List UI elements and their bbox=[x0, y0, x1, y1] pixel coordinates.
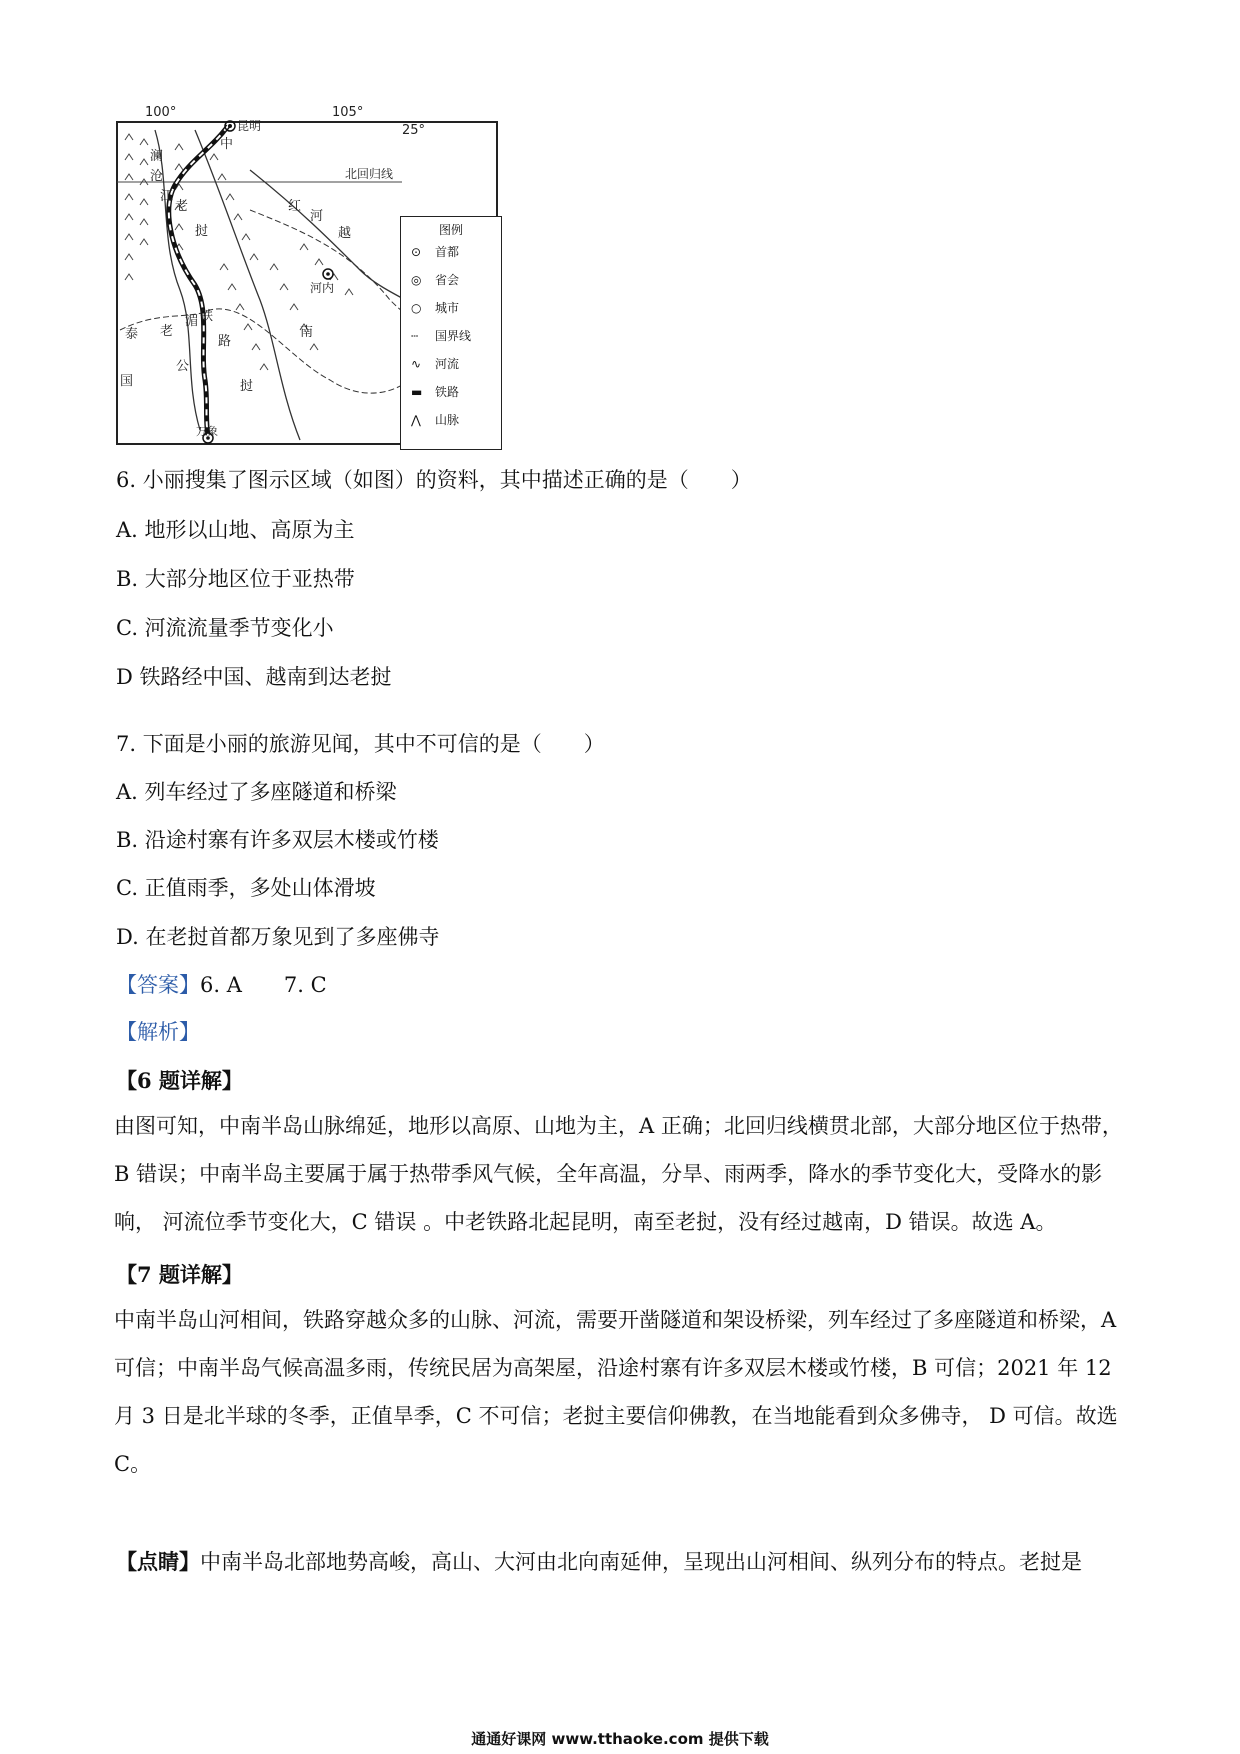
q7-option-b: B. 沿途村寨有许多双层木楼或竹楼 bbox=[116, 828, 439, 852]
legend-title: 图例 bbox=[438, 223, 463, 237]
q6-option-b: B. 大部分地区位于亚热带 bbox=[116, 567, 355, 591]
place-char: 河 bbox=[310, 209, 324, 224]
legend-city: ○ 城市 bbox=[411, 301, 460, 315]
place-char: 红 bbox=[288, 199, 302, 214]
answer-label: 【答案】 bbox=[116, 973, 200, 997]
legend-railway: ▬ 铁路 bbox=[411, 385, 460, 399]
vientiane-label: 万象 bbox=[196, 425, 218, 438]
analysis-label: 【解析】 bbox=[116, 1020, 200, 1044]
place-char: 沧 bbox=[150, 169, 164, 184]
tropic-label: 北回归线 bbox=[345, 167, 394, 181]
place-char: 公 bbox=[176, 359, 190, 374]
legend-province-capital: ◎ 省会 bbox=[411, 273, 460, 287]
legend-border: ┄ 国界线 bbox=[411, 329, 472, 343]
tip-line bbox=[116, 1547, 1082, 1577]
detail6-text: 由图可知，中南半岛山脉绵延，地形以高原、山地为主，A 正确；北回归线横贯北部，大部分地区位于热带，B 错误；中南半岛主要属于属于热带季风气候，全年高温，分旱、雨两季，降水的季节变化大，受降水的影响， 河流位季节变化大，C 错误 。中老铁路北起昆明，南至老挝，没有经过越南，D 错误。故选 A。 bbox=[114, 1114, 1123, 1234]
place-char: 老 bbox=[160, 324, 174, 339]
place-char: 中 bbox=[220, 137, 234, 152]
legend-capital: ⊙ 首都 bbox=[411, 245, 460, 259]
q7-stem: 7. 下面是小丽的旅游见闻，其中不可信的是（ ） bbox=[116, 732, 605, 756]
kunming-label: 昆明 bbox=[237, 119, 262, 133]
detail6-title: 【6 题详解】 bbox=[116, 1068, 243, 1093]
answer-line bbox=[116, 970, 327, 1000]
hanoi-label: 河内 bbox=[310, 281, 335, 295]
railway-dash bbox=[169, 126, 228, 435]
lat-label-25: 25° bbox=[402, 123, 426, 138]
place-char: 老 bbox=[175, 199, 189, 214]
q6-option-a: A. 地形以山地、高原为主 bbox=[116, 518, 355, 542]
place-char: 路 bbox=[218, 334, 232, 349]
place-char: 国 bbox=[120, 374, 134, 389]
q7-option-d: D. 在老挝首都万象见到了多座佛寺 bbox=[116, 925, 440, 949]
legend-river: ∿ 河流 bbox=[411, 357, 460, 371]
place-char: 铁 bbox=[200, 309, 214, 324]
map-legend bbox=[400, 216, 502, 450]
lon-label-100: 100° bbox=[145, 105, 177, 120]
lon-label-105: 105° bbox=[332, 105, 364, 120]
railway-line bbox=[169, 126, 228, 435]
legend-mountain: ⋀ 山脉 bbox=[411, 413, 460, 427]
q6-stem: 6. 小丽搜集了图示区域（如图）的资料，其中描述正确的是（ ） bbox=[116, 468, 752, 492]
q6-option-c: C. 河流流量季节变化小 bbox=[116, 616, 334, 640]
page-footer: 通通好课网 www.tthaoke.com 提供下载 bbox=[471, 1730, 769, 1748]
place-char: 江 bbox=[160, 189, 174, 204]
tip-label: 【点睛】 bbox=[116, 1549, 200, 1574]
q7-option-c: C. 正值雨季，多处山体滑坡 bbox=[116, 876, 376, 900]
place-char: 湄 bbox=[185, 314, 199, 329]
place-char: 澜 bbox=[150, 149, 164, 164]
place-char: 泰 bbox=[125, 327, 139, 342]
place-char: 挝 bbox=[195, 224, 209, 239]
tip-text: 中南半岛北部地势高峻，高山、大河由北向南延伸，呈现出山河相间、纵列分布的特点。老挝是 bbox=[200, 1550, 1082, 1574]
answer-text: 6. A 7. C bbox=[200, 973, 327, 997]
q7-option-a: A. 列车经过了多座隧道和桥梁 bbox=[116, 780, 397, 804]
detail7-text: 中南半岛山河相间，铁路穿越众多的山脉、河流，需要开凿隧道和架设桥梁，列车经过了多座隧道和桥梁，A 可信；中南半岛气候高温多雨，传统民居为高架屋，沿途村寨有许多双层木楼或竹楼，B 可信；2021 年 12 月 3 日是北半球的冬季，正值旱季，C 不可信；老挝主要信仰佛教，在当地能看到众多佛寺， D 可信。故选 C。 bbox=[114, 1308, 1118, 1476]
detail7-title: 【7 题详解】 bbox=[116, 1262, 243, 1287]
place-char: 越 bbox=[338, 226, 352, 241]
q6-option-d: D 铁路经中国、越南到达老挝 bbox=[116, 665, 392, 689]
place-char: 南 bbox=[300, 325, 314, 340]
place-char: 挝 bbox=[240, 379, 254, 394]
